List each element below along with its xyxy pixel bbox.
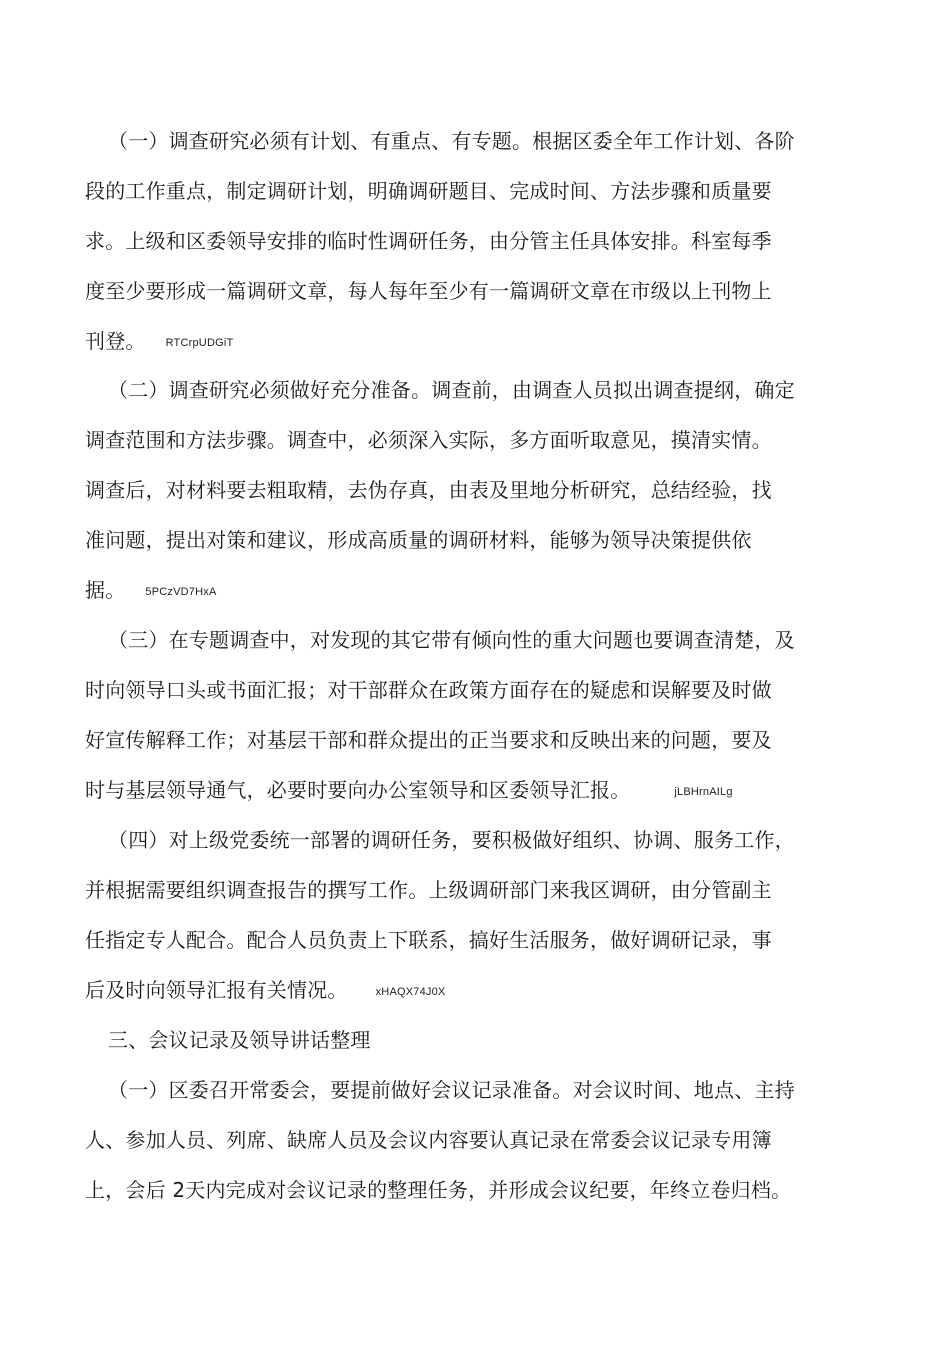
paragraph-3-line-1: （三）在专题调查中，对发现的其它带有倾向性的重大问题也要调查清楚，及 (108, 628, 795, 652)
paragraph-2-line-1: （二）调查研究必须做好充分准备。调查前，由调查人员拟出调查提纲，确定 (108, 378, 795, 402)
paragraph-1-line-3: 求。上级和区委领导安排的临时性调研任务，由分管主任具体安排。科室每季 (85, 229, 772, 253)
last-paragraph-line-3: 上，会后 2天内完成对会议记录的整理任务，并形成会议纪要，年终立卷归档。 (85, 1178, 792, 1202)
section-heading: 三、会议记录及领导讲话整理 (108, 1028, 371, 1052)
paragraph-2-line-2: 调查范围和方法步骤。调查中，必须深入实际，多方面听取意见，摸清实情。 (85, 428, 772, 452)
paragraph-1-line-4: 度至少要形成一篇调研文章，每人每年至少有一篇调研文章在市级以上刊物上 (85, 279, 772, 303)
paragraph-2-code: 5PCzVD7HxA (145, 585, 217, 598)
paragraph-2-line-3: 调查后，对材料要去粗取精，去伪存真，由表及里地分析研究，总结经验，找 (85, 478, 772, 502)
paragraph-1-line-1: （一）调查研究必须有计划、有重点、有专题。根据区委全年工作计划、各阶 (108, 129, 795, 153)
paragraph-3-line-4-text: 时与基层领导通气，必要时要向办公室领导和区委领导汇报。 (85, 778, 631, 802)
paragraph-3-line-4 (85, 776, 733, 806)
paragraph-3-line-3: 好宣传解释工作；对基层干部和群众提出的正当要求和反映出来的问题，要及 (85, 728, 772, 752)
paragraph-1-code: RTCrpUDGiT (165, 336, 234, 349)
paragraph-1-line-5 (85, 327, 233, 357)
paragraph-4-line-3: 任指定专人配合。配合人员负责上下联系，搞好生活服务，做好调研记录，事 (85, 928, 772, 952)
paragraph-4-line-4 (85, 976, 445, 1006)
paragraph-3-code: jLBHrnAILg (674, 785, 733, 798)
paragraph-4-line-2: 并根据需要组织调查报告的撰写工作。上级调研部门来我区调研，由分管副主 (85, 878, 772, 902)
paragraph-3-line-2: 时向领导口头或书面汇报；对干部群众在政策方面存在的疑虑和误解要及时做 (85, 678, 772, 702)
paragraph-1-line-2: 段的工作重点，制定调研计划，明确调研题目、完成时间、方法步骤和质量要 (85, 179, 772, 203)
paragraph-1-line-5-text: 刊登。 (85, 329, 146, 353)
paragraph-4-line-4-text: 后及时向领导汇报有关情况。 (85, 978, 348, 1002)
paragraph-4-code: xHAQX74J0X (375, 985, 446, 998)
paragraph-2-line-5 (85, 576, 216, 606)
paragraph-2-line-4: 准问题，提出对策和建议，形成高质量的调研材料，能够为领导决策提供依 (85, 528, 752, 552)
last-paragraph-line-1: （一）区委召开常委会，要提前做好会议记录准备。对会议时间、地点、主持 (108, 1078, 795, 1102)
paragraph-2-line-5-text: 据。 (85, 578, 126, 602)
paragraph-4-line-1: （四）对上级党委统一部署的调研任务，要积极做好组织、协调、服务工作， (108, 828, 795, 852)
last-paragraph-line-2: 人、参加人员、列席、缺席人员及会议内容要认真记录在常委会议记录专用簿 (85, 1128, 772, 1152)
